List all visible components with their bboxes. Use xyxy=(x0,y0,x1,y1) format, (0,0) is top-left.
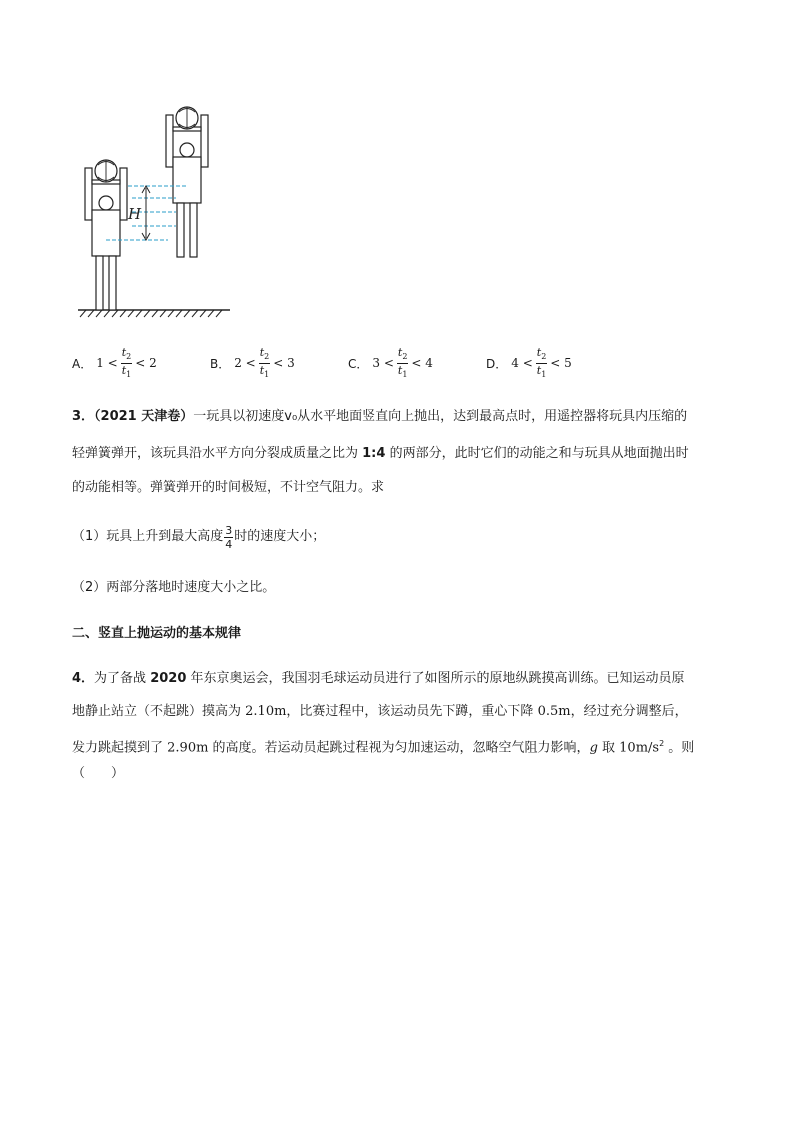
q3-ratio: 1:4 xyxy=(362,446,386,461)
q3-text-1: 一玩具以初速度v₀从水平地面竖直向上抛出，达到最高点时，用遥控器将玩具内压缩的 xyxy=(193,409,688,424)
option-c-right: < 4 xyxy=(411,356,433,370)
height-label: H xyxy=(128,205,142,223)
option-d[interactable] xyxy=(486,345,572,381)
q3-line3: 的动能相等。弹簧弹开的时间极短，不计空气阻力。求 xyxy=(72,480,385,495)
option-a-letter: A． xyxy=(72,356,93,371)
q3-source: （2021 天津卷） xyxy=(94,409,194,424)
option-b-right: < 3 xyxy=(273,356,295,370)
option-c-left: 3 < xyxy=(372,356,394,370)
height-arrow xyxy=(142,186,150,240)
q4-number: 4． xyxy=(72,671,95,686)
q4-line3: 发力跳起摸到了 2.90m 的高度。若运动员起跳过程视为匀加速运动，忽略空气阻力影响，g 取 $10m/s^2$ 。则 xyxy=(72,739,695,756)
option-c-fraction: $\frac{t_2}{t_1}$ xyxy=(397,346,408,379)
option-c-letter: C． xyxy=(348,356,369,371)
q3-line2: 轻弹簧弹开，该玩具沿水平方向分裂成质量之比为 1:4 的两部分，此时它们的动能之和与玩具从地面抛出时 xyxy=(72,446,689,461)
option-a-left: 1 < xyxy=(96,356,118,370)
q4-line1: 4．为了备战 2020 年东京奥运会，我国羽毛球运动员进行了如图所示的原地纵跳摸高训练。已知运动员原 xyxy=(72,671,685,686)
q3-line1 xyxy=(72,407,687,427)
q3-number: 3． xyxy=(72,409,95,424)
option-b-fraction: $\frac{t_2}{t_1}$ xyxy=(259,346,270,379)
option-d-letter: D． xyxy=(486,356,508,371)
option-a[interactable] xyxy=(72,345,157,381)
jumping-person xyxy=(166,107,208,257)
option-d-fraction: $\frac{t_2}{t_1}$ xyxy=(536,346,547,379)
option-c[interactable] xyxy=(348,345,433,381)
standing-person xyxy=(85,160,127,310)
option-d-right: < 5 xyxy=(550,356,572,370)
q3-subquestion-1: （1） 玩具上升到最大高度 $\frac{3}{4}$ 时的速度大小； xyxy=(72,523,326,551)
option-b-letter: B． xyxy=(210,356,231,371)
q4-answer-bracket: （ ） xyxy=(72,766,125,781)
option-d-left: 4 < xyxy=(511,356,533,370)
option-a-fraction: $\frac{t_2}{t_1}$ xyxy=(121,346,132,379)
q4-line2: 地静止站立（不起跳）摸高为 2.10m，比赛过程中，该运动员先下蹲，重心下降 0.5m，经过充分调整后， xyxy=(72,704,688,719)
jump-figure xyxy=(70,100,240,325)
jump-diagram xyxy=(70,100,240,325)
fraction-three-quarters: $\frac{3}{4}$ xyxy=(225,523,233,551)
option-b[interactable] xyxy=(210,345,295,381)
option-a-right: < 2 xyxy=(135,356,157,370)
q3-subquestion-2: （2）两部分落地时速度大小之比。 xyxy=(72,580,276,595)
section-heading: 二、竖直上抛运动的基本规律 xyxy=(72,626,242,641)
option-b-left: 2 < xyxy=(234,356,256,370)
ground-hatching xyxy=(80,310,222,317)
